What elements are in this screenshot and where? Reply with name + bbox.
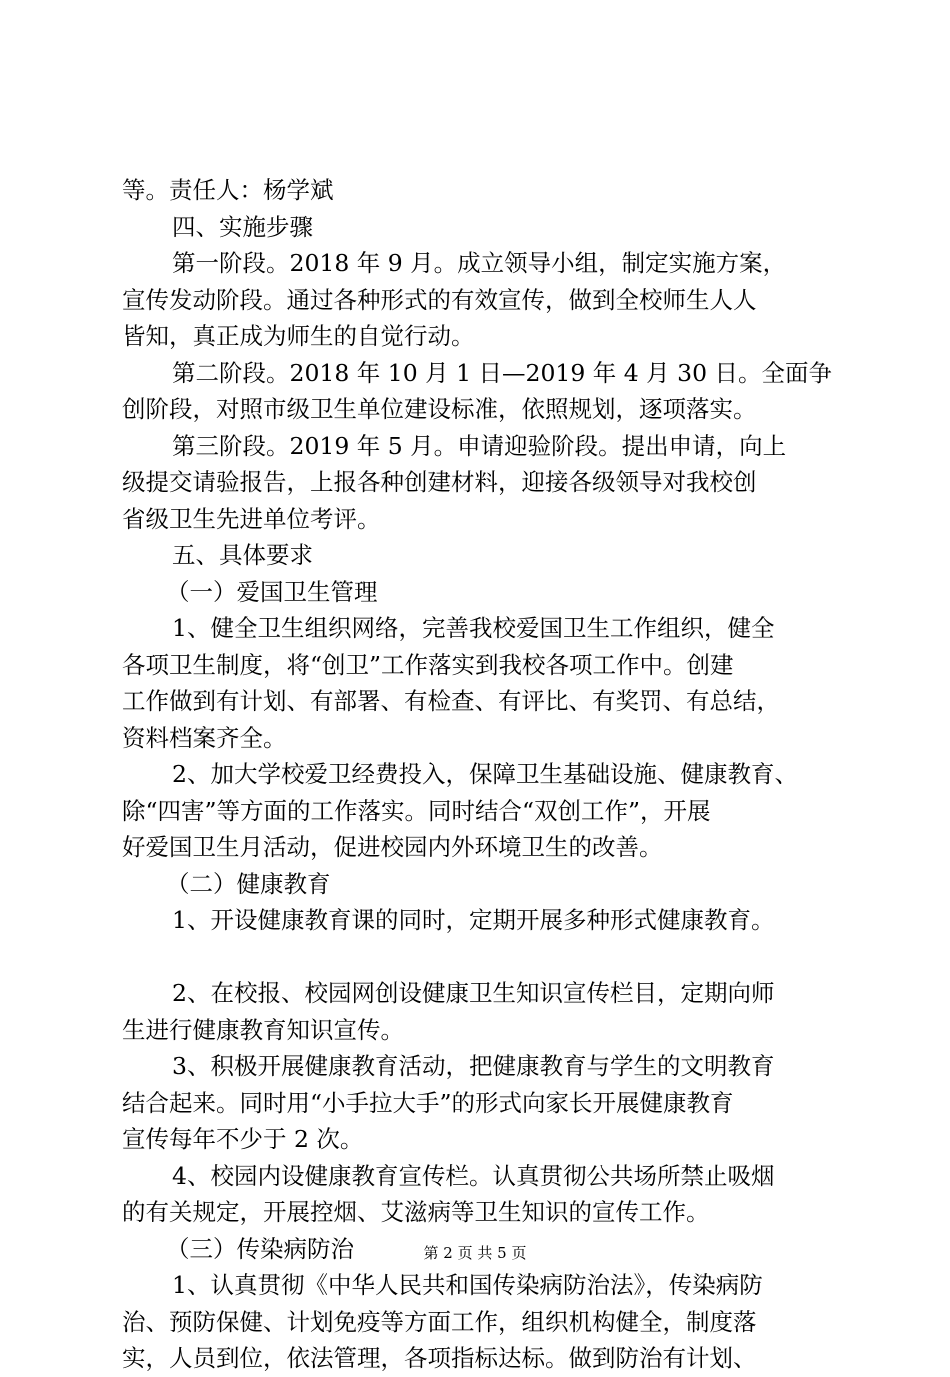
text-line: 生进行健康教育知识宣传。 (122, 1015, 404, 1044)
paragraph-start: 第三阶段。2019 年 5 月。申请迎验阶段。提出申请，向上 (172, 431, 787, 460)
paragraph-start: 3、积极开展健康教育活动，把健康教育与学生的文明教育 (172, 1052, 775, 1080)
paragraph-start: 第二阶段。2018 年 10 月 1 日—2019 年 4 月 30 日。全面争 (172, 358, 833, 387)
page-footer: 第 2 页 共 5 页 (423, 1244, 527, 1262)
text-line: 治、预防保健、计划免疫等方面工作，组织机构健全，制度落 (122, 1307, 757, 1336)
text-line: 宣传发动阶段。通过各种形式的有效宣传，做到全校师生人人 (122, 285, 757, 314)
section-heading: 四、实施步骤 (172, 212, 313, 241)
text-line: 创阶段，对照市级卫生单位建设标准，依照规划，逐项落实。 (122, 395, 757, 423)
text-line: 资料档案齐全。 (122, 723, 287, 752)
blank-line (122, 939, 830, 976)
paragraph-start: 4、校园内设健康教育宣传栏。认真贯彻公共场所禁止吸烟 (172, 1161, 775, 1190)
paragraph-start: 2、加大学校爱卫经费投入，保障卫生基础设施、健康教育、 (172, 760, 798, 788)
text-line: 宣传每年不少于 2 次。 (122, 1125, 364, 1153)
section-heading: 五、具体要求 (172, 541, 313, 569)
subsection-heading: （二）健康教育 (166, 869, 331, 898)
paragraph-start: 1、开设健康教育课的同时，定期开展多种形式健康教育。 (172, 906, 775, 934)
text-line: 好爱国卫生月活动，促进校园内外环境卫生的改善。 (122, 833, 663, 861)
subsection-heading: （三）传染病防治 (166, 1234, 354, 1263)
subsection-heading: （一）爱国卫生管理 (166, 577, 378, 606)
paragraph-start: 1、认真贯彻《中华人民共和国传染病防治法》，传染病防 (172, 1271, 763, 1299)
text-line: 实，人员到位，依法管理，各项指标达标。做到防治有计划、 (122, 1344, 757, 1372)
paragraph-start: 2、在校报、校园网创设健康卫生知识宣传栏目，定期向师 (172, 979, 775, 1007)
paragraph-start: 第一阶段。2018 年 9 月。成立领导小组，制定实施方案， (172, 249, 787, 277)
text-line: 结合起来。同时用“小手拉大手”的形式向家长开展健康教育 (122, 1088, 734, 1117)
text-line: 级提交请验报告，上报各种创建材料，迎接各级领导对我校创 (122, 468, 757, 496)
text-line: 等。责任人：杨学斌 (122, 176, 334, 204)
text-line: 各项卫生制度，将“创卫”工作落实到我校各项工作中。创建 (122, 650, 734, 679)
document-body (122, 172, 833, 1377)
text-line: 的有关规定，开展控烟、艾滋病等卫生知识的宣传工作。 (122, 1198, 710, 1226)
text-line: 除“四害”等方面的工作落实。同时结合“双创工作”，开展 (122, 796, 711, 825)
text-line: 皆知，真正成为师生的自觉行动。 (122, 322, 475, 350)
paragraph-start: 1、健全卫生组织网络，完善我校爱国卫生工作组织，健全 (172, 614, 775, 642)
text-line: 省级卫生先进单位考评。 (122, 504, 381, 533)
text-line: 工作做到有计划、有部署、有检查、有评比、有奖罚、有总结， (122, 687, 780, 715)
